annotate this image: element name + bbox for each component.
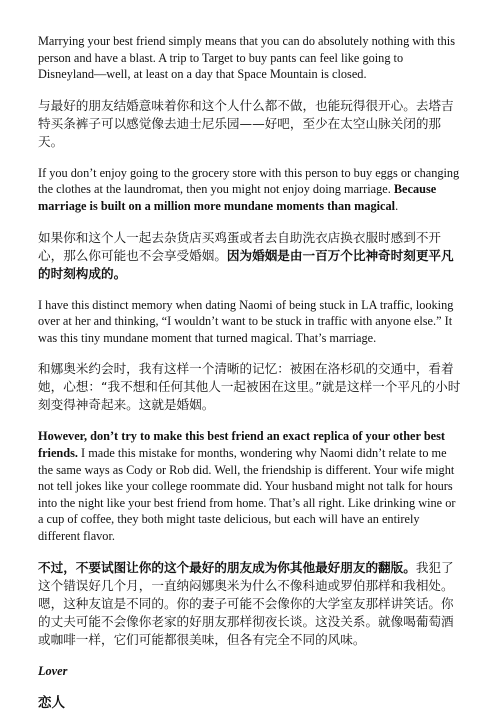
document-page [38,33,462,711]
section-heading-en: Lover [38,663,68,678]
paragraph-en-1: Marrying your best friend simply means that you can do absolutely nothing with this person and have a blast. A trip to Target to buy pants can feel like going to Disneyland—well, at least on a day that Space Mountain is closed. [38,34,456,82]
paragraph-zh-4: 不过，不要试图让你的这个最好的朋友成为你其他最好朋友的翻版。我犯了这个错误好几个月，一直纳闷娜奥米为什么不像科迪或罗伯那样和我相处。嗯，这种友谊是不同的。你的妻子可能不会像你的大学室友那样讲笑话。你的丈夫可能不会像你老家的好朋友那样彻夜长谈。这没关系。就像喝葡萄酒或咖啡一样，它们可能都很美味，但各有完全不同的风味。 [38,559,454,647]
paragraph-en-4: However, don’t try to make this best friend an exact replica of your other best friends. I made this mistake for months, wondering why Naomi didn’t relate to me the same ways as Cody or Rob did. Well, the friendship is different. Your wife might not tell jokes like your college roommate did. Your husband might not talk for hours into the night like your best friend from home. That’s all right. Like drinking wine or a cup of coffee, they both might taste delicious, but each will have an entirely different flavor. [38,429,456,543]
paragraph-en-2: If you don’t enjoy going to the grocery store with this person to buy eggs or changing the clothes at the laundromat, then you might not enjoy doing marriage. Because marriage is built on a million more mundane moments than magical. [38,165,460,213]
paragraph-zh-2: 如果你和这个人一起去杂货店买鸡蛋或者去自助洗衣店换衣服时感到不开心，那么你可能也不会享受婚姻。因为婚姻是由一百万个比神奇时刻更平凡的时刻构成的。 [38,229,454,281]
section-heading-zh: 恋人 [38,695,65,711]
paragraph-zh-3: 和娜奥米约会时，我有这样一个清晰的记忆：被困在洛杉矶的交通中，看着她，心想：“我不想和任何其他人一起被困在这里。”就是这样一个平凡的小时刻变得神奇起来。这就是婚姻。 [38,361,461,413]
paragraph-en-3: I have this distinct memory when dating Naomi of being stuck in LA traffic, looking over at her and thinking, “I wouldn’t want to be stuck in traffic with anyone else.” It was this tiny mundane moment that turned magical. That’s marriage. [38,297,454,345]
paragraph-zh-1: 与最好的朋友结婚意味着你和这个人什么都不做，也能玩得很开心。去塔吉特买条裤子可以感觉像去迪士尼乐园——好吧，至少在太空山脉关闭的那天。 [38,97,454,149]
